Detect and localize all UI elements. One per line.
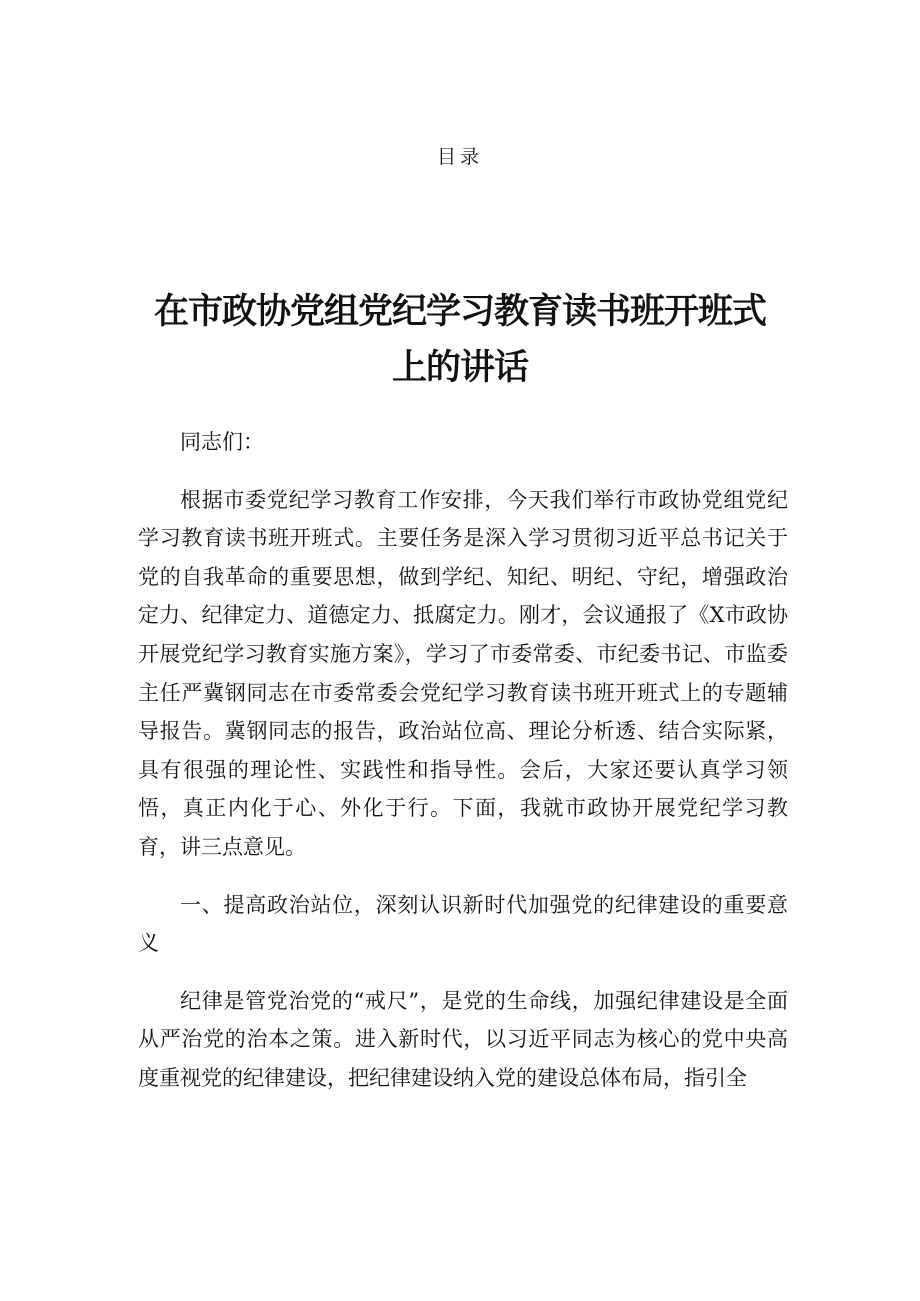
- document-title: [120, 284, 800, 396]
- document-body: [138, 423, 788, 1117]
- toc-label: 目录: [436, 146, 483, 168]
- greeting: 同志们：: [180, 430, 264, 454]
- title-line-1: 在市政协党组党纪学习教育读书班开班式: [153, 292, 766, 332]
- title-line-2: 上的讲话: [391, 348, 528, 388]
- section-heading-1: 一、提高政治站位，深刻认识新时代加强党的纪律建设的重要意义: [138, 892, 788, 956]
- paragraph-intro: 根据市委党纪学习教育工作安排，今天我们举行市政协党组党纪学习教育读书班开班式。主要任务是深入学习贯彻习近平总书记关于党的自我革命的重要思想，做到学纪、知纪、明纪、守纪，增强政治定力、纪律定力、道德定力、抵腐定力。刚才，会议通报了《X市政协开展党纪学习教育实施方案》，学习了市委常委、市纪委书记、市监委主任严冀钢同志在市委常委会党纪学习教育读书班开班式上的专题辅导报告。冀钢同志的报告，政治站位高、理论分析透、结合实际紧，具有很强的理论性、实践性和指导性。会后，大家还要认真学习领悟，真正内化于心、外化于行。下面，我就市政协开展党纪学习教育，讲三点意见。: [138, 487, 788, 859]
- paragraph-discipline: 纪律是管党治党的“戒尺”，是党的生命线，加强纪律建设是全面从严治党的治本之策。进入新时代，以习近平同志为核心的党中央高度重视党的纪律建设，把纪律建设纳入党的建设总体布局，指引全: [138, 988, 788, 1090]
